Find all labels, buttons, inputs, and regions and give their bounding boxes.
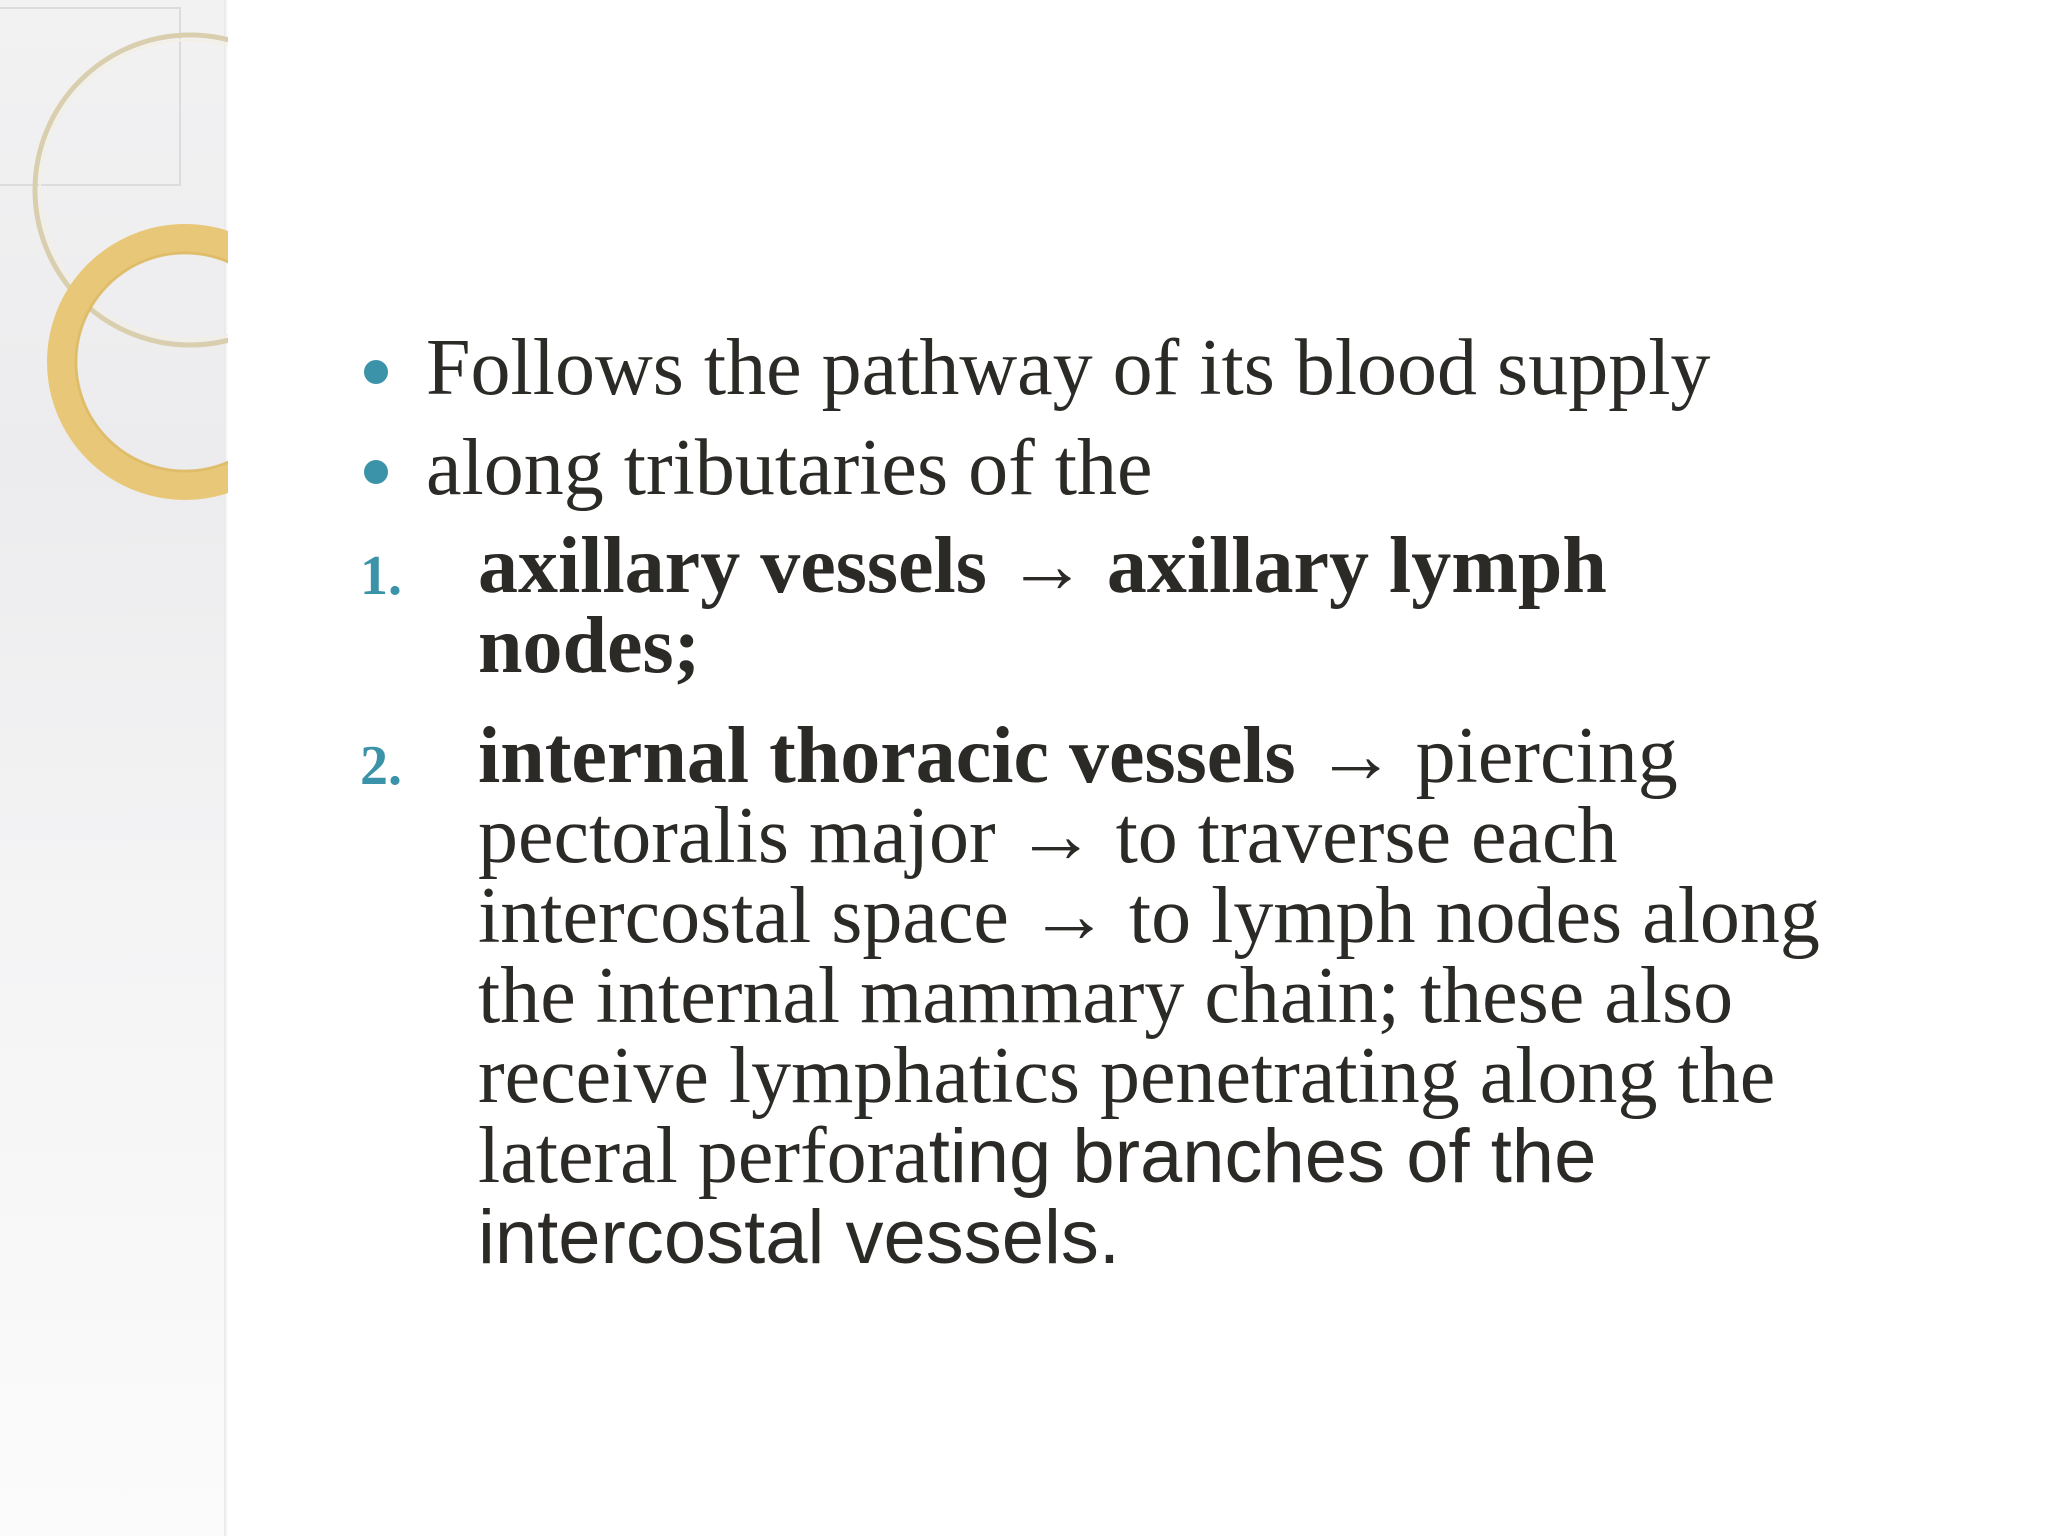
numbered-item-2 (360, 712, 2000, 1280)
normal-text: receive lymphatics penetrating along the (478, 1032, 1776, 1120)
bullet-text: along tributaries of the (426, 424, 1153, 512)
decorative-rings (0, 0, 260, 520)
bold-text: axillary vessels → axillary lymph (478, 522, 1607, 610)
bullet-item (360, 318, 2000, 418)
text-line (478, 602, 2000, 690)
sans-text: intercostal vessels. (478, 1195, 1121, 1280)
bullet-text: Follows the pathway of its blood supply (426, 324, 1711, 412)
bullet-dot-icon (364, 360, 388, 384)
text-line (478, 872, 2000, 960)
bullet-item (360, 418, 2000, 518)
text-line (478, 1197, 2000, 1278)
faint-square-outline (0, 8, 180, 185)
text-line (478, 1112, 2000, 1200)
text-line (478, 1032, 2000, 1120)
bold-text: nodes; (478, 602, 701, 690)
numbered-item-1 (360, 522, 2000, 690)
list-number: 1. (360, 545, 402, 607)
bold-text: internal thoracic vessels (478, 712, 1296, 800)
bullet-dot-icon (364, 460, 388, 484)
normal-text: the internal mammary chain; these also (478, 952, 1734, 1040)
normal-text: pectoralis major → to traverse each (478, 792, 1618, 880)
ring-clip-mask (228, 0, 268, 520)
text-line (478, 522, 2000, 610)
normal-text: → piercing (1295, 712, 1678, 800)
sans-text: ting branches of the (928, 1114, 1597, 1199)
text-line (478, 952, 2000, 1040)
text-line (478, 792, 2000, 880)
list-number: 2. (360, 735, 402, 797)
slide-content (360, 318, 2000, 1278)
normal-text: intercostal space → to lymph nodes along (478, 872, 1820, 960)
text-line (478, 712, 2000, 800)
normal-text: lateral perfora (478, 1112, 929, 1200)
